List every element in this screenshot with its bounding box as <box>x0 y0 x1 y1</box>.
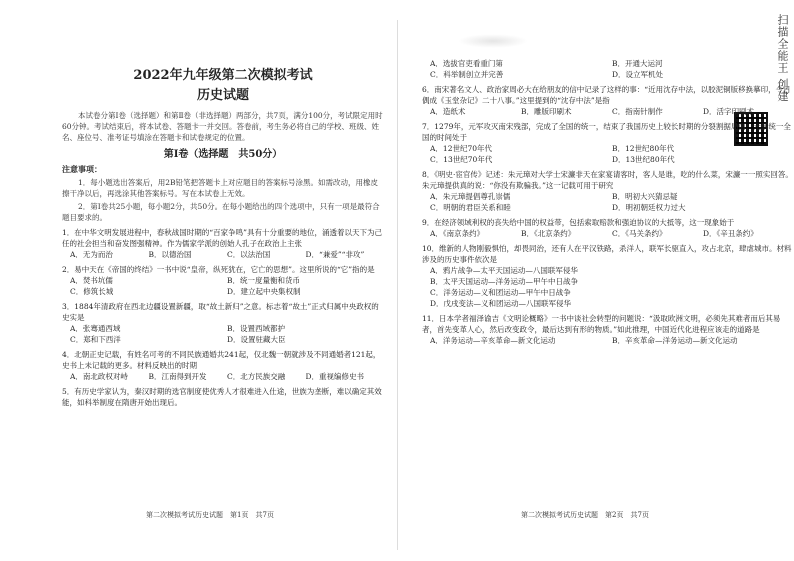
question-options <box>62 371 384 382</box>
option-c: C．洋务运动—义和团运动—甲午中日战争 <box>430 288 571 297</box>
option-c: C．指南针制作 <box>612 107 663 116</box>
option-a: A．张骞通西域 <box>70 324 121 333</box>
exam-subtitle: 历史试题 <box>196 88 249 103</box>
question-options <box>422 143 794 165</box>
question-options <box>422 191 794 213</box>
page-footer: 第二次模拟考试历史试题 第2页 共7页 <box>521 511 649 519</box>
question-stem: 4．北朝正史记载，有姓名可考的不同民族通婚共241起，仅北魏一朝就涉及不同通婚者121起，史书上未记载的更多。材料反映出的时期 <box>62 350 381 370</box>
option-c: C．以法治国 <box>227 250 271 259</box>
option-b: B．《北京条约》 <box>521 229 576 238</box>
note-item: 2．第Ⅰ卷共25小题，每小题2分，共50分。在每小题给出的四个选项中，只有一项是最符合题目要求的。 <box>62 202 380 222</box>
option-a: A．朱元璋提倡尊孔崇儒 <box>430 192 511 201</box>
question-stem: 6．南宋著名文人、政治家周必大在给朋友的信中记录了这样的事：“近用沈存中法，以胶泥铜版移换摹印，今日偶成《玉堂杂记》二十八事。”这里提到的“沈存中法”是指 <box>422 85 791 105</box>
option-d: D．《辛丑条约》 <box>703 229 758 238</box>
option-a: A．选拔官吏看重门第 <box>430 59 503 68</box>
option-a: A．12世纪70年代 <box>430 144 493 153</box>
question-options <box>62 275 384 297</box>
option-b: B．12世纪80年代 <box>612 144 675 153</box>
option-a: A．南北政权对峙 <box>70 372 128 381</box>
question-10 <box>422 243 794 309</box>
option-c: C．13世纪70年代 <box>430 155 493 164</box>
question-6 <box>422 84 794 117</box>
question-stem: 9．在经济领域利权的丧失给中国的权益带，包括索取赔款和强迫协议的大抵等，这一现象始于 <box>422 218 735 227</box>
note-item: 1．每小题选出答案后，用2B铅笔把答题卡上对应题目的答案标号涂黑。如需改动，用橡皮擦干净以后，再选涂其他答案标号。写在本试卷上无效。 <box>62 178 379 198</box>
option-d: D．设立军机处 <box>612 70 664 79</box>
section-heading: 第Ⅰ卷（选择题 共50分） <box>163 149 283 160</box>
option-d: D．“兼爱”“非攻” <box>305 250 365 259</box>
option-b: B．设置西域都护 <box>227 324 286 333</box>
option-a: A．《南京条约》 <box>430 229 485 238</box>
option-c: C．科举制创立并完善 <box>430 70 504 79</box>
question-7 <box>422 121 794 165</box>
option-a: A．鸦片战争—太平天国运动—八国联军侵华 <box>430 266 578 275</box>
option-a: A．焚书坑儒 <box>70 276 113 285</box>
option-d: D．设置驻藏大臣 <box>227 335 286 344</box>
option-b: B．统一度量衡和货币 <box>227 276 301 285</box>
option-d: D．13世纪80年代 <box>612 155 675 164</box>
option-b: B．明初大兴猜忌疑 <box>612 192 678 201</box>
question-stem: 5．有历史学家认为，秦汉时期的选官制度使优秀人才很难进入仕途，世族为垄断，难以确定其效能，如科举制度在隋唐开始出现后。 <box>62 387 382 407</box>
question-stem: 10．维新的人物刚毅惧怕，却畏同治，还有人在平汉铁路，杀洋人，联军长驱直入，攻占北京，肆虐城市。材料涉及的历史事件依次是 <box>422 244 792 264</box>
scanner-watermark: 扫描全能王 创建 <box>776 14 789 103</box>
option-c: C．明朝的君臣关系和睦 <box>430 203 511 212</box>
right-page <box>400 0 794 561</box>
option-b: B．以德治国 <box>148 250 192 259</box>
option-c: C．北方民族交融 <box>227 372 286 381</box>
question-stem: 1．在中华文明发展进程中，春秋战国时期的“百家争鸣”具有十分重要的地位，涌透着以天下为己任的社会担当和奋发图强精神。作为儒家学派的创始人孔子在政治上主张 <box>62 228 382 248</box>
option-b: B．开通大运河 <box>612 59 663 68</box>
question-options <box>62 249 384 260</box>
question-options <box>422 265 794 309</box>
question-1 <box>62 227 384 260</box>
question-11 <box>422 313 794 346</box>
question-options <box>422 58 794 80</box>
question-stem: 2．易中天在《帝国的终结》一书中说“皇帝，纵死犹在，它亡的思想”。这里所说的“它”指的是 <box>62 265 375 274</box>
option-d: D．建立起中央集权制 <box>227 287 301 296</box>
question-options <box>422 106 794 117</box>
question-3 <box>62 301 384 345</box>
option-b: B．辛亥革命—洋务运动—新文化运动 <box>612 336 738 345</box>
option-a: A．造纸术 <box>430 107 466 116</box>
option-d: D．重视编修史书 <box>305 372 365 381</box>
option-b: B．江南得到开发 <box>148 372 207 381</box>
question-2 <box>62 264 384 297</box>
question-stem: 3．1884年清政府在西北边疆设置新疆，取“故土新归”之意。标志着“故土”正式归属中央政权的史实是 <box>62 302 379 322</box>
page-footer: 第二次模拟考试历史试题 第1页 共7页 <box>146 511 274 519</box>
option-b: B．太平天国运动—洋务运动—甲午中日战争 <box>430 277 579 286</box>
option-c: C．郑和下西洋 <box>70 335 121 344</box>
question-options <box>62 323 384 345</box>
exam-intro: 本试卷分第Ⅰ卷（选择题）和第Ⅱ卷（非选择题）两部分，共7页，满分100分，考试限定用时60分钟。考试结束后，将本试卷、答题卡一并交回。答卷前，考生务必将自己的学校、班级、姓名、座位号、准考证号填涂在答题卡和试卷规定的位置。 <box>62 111 383 142</box>
option-d: D．明初朝廷权力过大 <box>612 203 686 212</box>
option-c: C．修筑长城 <box>70 287 114 296</box>
option-a: A．无为而治 <box>70 250 113 259</box>
option-c: C．《马关条约》 <box>612 229 667 238</box>
question-4 <box>62 349 384 382</box>
option-d: D．戊戌变法—义和团运动—八国联军侵华 <box>430 299 572 308</box>
question-stem: 8．《明史·宦官传》记述：朱元璋对大学士宋濂非天在家宴请客时，客人是谁，吃的什么菜，宋濂一一照实回答。朱元璋提供真的说：“你没有欺骗我。”这一记载可用于研究 <box>422 170 793 190</box>
notes-title: 注意事项： <box>62 164 102 174</box>
question-5-options <box>422 58 794 80</box>
question-options <box>422 335 794 346</box>
option-a: A．洋务运动—辛亥革命—新文化运动 <box>430 336 556 345</box>
question-9 <box>422 217 794 239</box>
question-options <box>422 228 794 239</box>
question-stem: 7．1279年，元军攻灭南宋残部，完成了全国的统一，结束了我国历史上较长时期的分裂割据局面，元朝统一全国的时间处于 <box>422 122 791 142</box>
option-b: B．雕版印刷术 <box>521 107 572 116</box>
question-5 <box>62 386 384 408</box>
exam-title: 2022年九年级第二次模拟考试 <box>133 68 313 83</box>
option-d: D．活字印刷术 <box>703 107 755 116</box>
question-8 <box>422 169 794 213</box>
question-stem: 11．日本学者福泽谕吉《文明论概略》一书中谈社会转型的问题说：“汲取欧洲文明，必须先其难者而后其易者，首先变革人心，然后改变政令，最后达到有形的物质。”如此推理，中国近代化进程应该走的道路是 <box>422 314 781 334</box>
